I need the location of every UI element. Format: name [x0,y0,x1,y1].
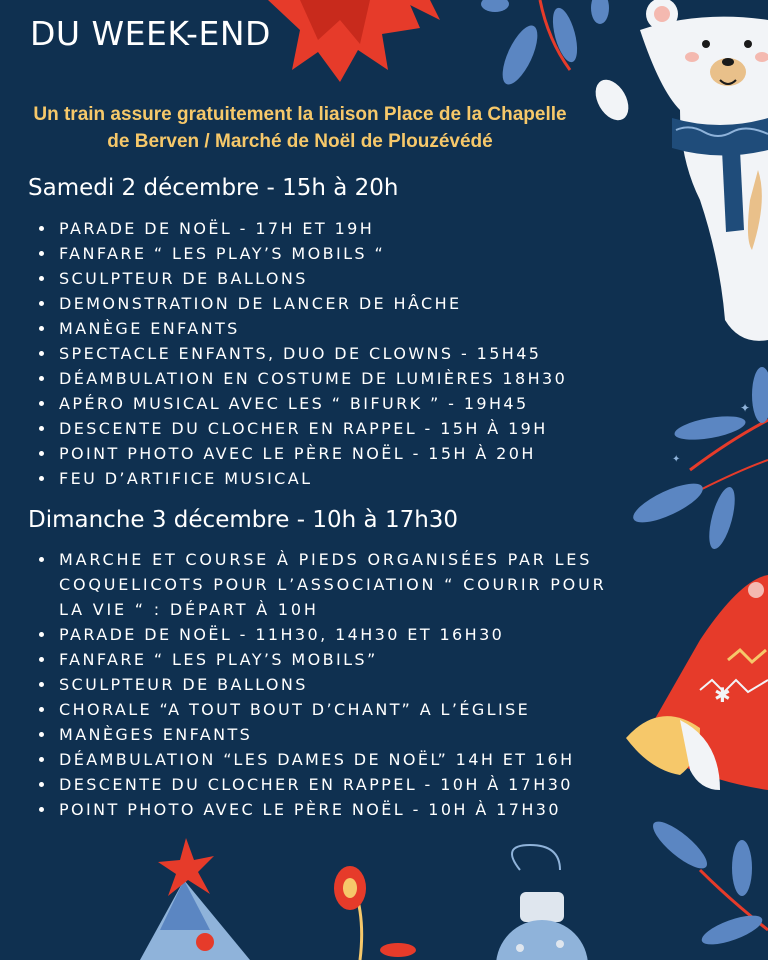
list-item: FANFARE “ LES PLAY’S MOBILS” [37,647,639,672]
list-item: FANFARE “ LES PLAY’S MOBILS “ [37,241,639,266]
svg-text:✦: ✦ [740,401,751,415]
list-item: MANÈGES ENFANTS [37,722,639,747]
list-item: POINT PHOTO AVEC LE PÈRE NOËL - 15H À 20H [37,441,639,466]
svg-text:✦: ✦ [672,454,681,465]
christmas-tree [140,838,250,960]
list-item: SCULPTEUR DE BALLONS [37,672,639,697]
list-item: APÉRO MUSICAL AVEC LES “ BIFURK ” - 19H45 [37,391,639,416]
list-item: DESCENTE DU CLOCHER EN RAPPEL - 10H À 17H30 [37,772,639,797]
list-item: DEMONSTRATION DE LANCER DE HÂCHE [37,291,639,316]
list-item: DÉAMBULATION EN COSTUME DE LUMIÈRES 18H30 [37,366,639,391]
list-item: PARADE DE NOËL - 11H30, 14H30 ET 16H30 [37,622,639,647]
list-item: DESCENTE DU CLOCHER EN RAPPEL - 15H À 19H [37,416,639,441]
list-item: MANÈGE ENFANTS [37,316,639,341]
list-item: FEU D’ARTIFICE MUSICAL [37,466,639,491]
red-berry-branch [334,866,416,960]
saturday-program-list [37,216,639,491]
list-item: CHORALE “A TOUT BOUT D’CHANT” A L’ÉGLISE [37,697,639,722]
page-title: DU WEEK-END [30,14,271,53]
sunday-heading: Dimanche 3 décembre - 10h à 17h30 [28,507,459,533]
svg-text:✱: ✱ [714,683,731,707]
poinsettia-flower [268,0,440,82]
list-item: DÉAMBULATION “LES DAMES DE NOËL” 14H ET 16H [37,747,639,772]
saturday-heading: Samedi 2 décembre - 15h à 20h [28,175,399,201]
train-subtitle: Un train assure gratuitement la liaison Place de la Chapelle de Berven / Marché de Noël de Plouzévédé [33,104,567,152]
blue-leaf-branch [647,815,768,951]
list-item: MARCHE ET COURSE À PIEDS ORGANISÉES PAR LES COQUELICOTS POUR L’ASSOCIATION “ COURIR POUR LA VIE “ : DÉPART À 10H [37,547,639,622]
santa-hat [626,575,768,790]
list-item: SCULPTEUR DE BALLONS [37,266,639,291]
christmas-ornament [496,845,588,960]
sunday-program-list [37,547,639,822]
list-item: PARADE DE NOËL - 17H ET 19H [37,216,639,241]
blue-leaf-branch [628,367,768,551]
list-item: SPECTACLE ENFANTS, DUO DE CLOWNS - 15H45 [37,341,639,366]
list-item: POINT PHOTO AVEC LE PÈRE NOËL - 10H À 17H30 [37,797,639,822]
blue-leaf-branch [481,0,609,89]
